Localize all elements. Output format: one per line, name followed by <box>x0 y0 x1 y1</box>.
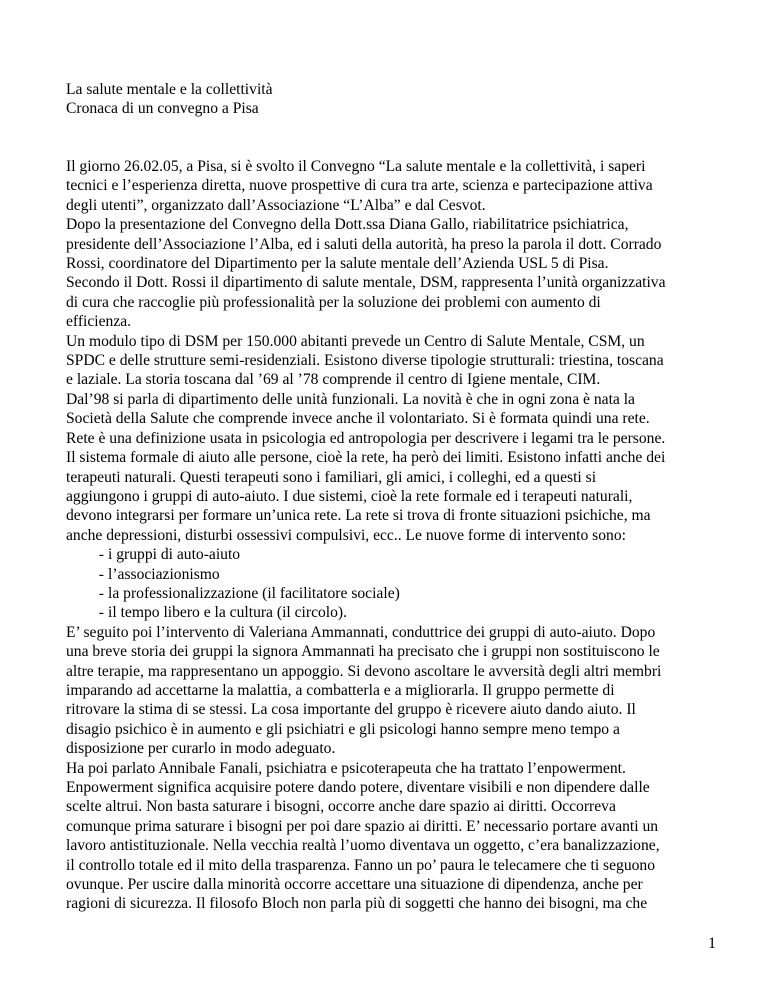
document-subtitle: Cronaca di un convegno a Pisa <box>66 100 259 118</box>
document-title: La salute mentale e la collettività <box>66 81 273 98</box>
list-dash: - <box>98 546 104 564</box>
text-line: ragioni di sicurezza. Il filosofo Bloch non parla più di soggetti che hanno dei bisogni, ma che <box>66 895 648 913</box>
text-line: Ha poi parlato Annibale Fanali, psichiatra e psicoterapeuta che ha trattato l’enpowerment. <box>66 759 626 777</box>
intervention-list <box>66 545 746 623</box>
text-line: Un modulo tipo di DSM per 150.000 abitanti prevede un Centro di Salute Mentale, CSM, un <box>66 332 645 350</box>
text-line: il controllo totale ed il mito della trasparenza. Fanno un po’ paura le telecamere che ti seguono <box>66 856 656 874</box>
list-item-text: l’associazionismo <box>108 565 220 583</box>
list-item <box>66 603 746 622</box>
text-line: Il giorno 26.02.05, a Pisa, si è svolto il Convegno “La salute mentale e la collettività, i saperi <box>66 158 646 175</box>
text-line: e laziale. La storia toscana dal ’69 al ’78 comprende il centro di Igiene mentale, CIM. <box>66 371 601 389</box>
list-item-text: il tempo libero e la cultura (il circolo). <box>108 604 348 622</box>
text-line: presidente dell’Associazione l’Alba, ed i saluti della autorità, ha preso la parola il dott. Corrado <box>66 235 662 253</box>
list-dash: - <box>98 565 104 583</box>
paragraph-block-before-list <box>66 157 746 545</box>
text-line: di cura che raccoglie più professionalità per la soluzione dei problemi con aumento di <box>66 293 601 311</box>
text-line: degli utenti”, organizzato dall’Associazione “L’Alba” e dal Cesvot. <box>66 196 486 214</box>
text-line: anche depressioni, disturbi ossessivi compulsivi, ecc.. Le nuove forme di intervento sono: <box>66 526 626 544</box>
text-line: Dal’98 si parla di dipartimento delle unità funzionali. La novità è che in ogni zona è nata la <box>66 390 635 408</box>
text-line: ritrovare la stima di se stessi. La cosa importante del gruppo è ricevere aiuto dando aiuto. Il <box>66 701 636 719</box>
list-item <box>66 565 746 584</box>
text-line: comunque prima saturare i bisogni per poi dare spazio ai diritti. E’ necessario portare avanti un <box>66 817 659 835</box>
text-line: Enpowerment significa acquisire potere dando potere, diventare visibili e non dipendere dalle <box>66 779 650 796</box>
text-line: tecnici e l’esperienza diretta, nuove prospettive di cura tra arte, scienza e partecipazione attiva <box>66 177 653 195</box>
text-line: Il sistema formale di aiuto alle persone, cioè la rete, ha però dei limiti. Esistono infatti anche dei <box>66 449 666 467</box>
text-line: lavoro antistituzionale. Nella vecchia realtà l’uomo diventava un oggetto, c’era banalizzazione, <box>66 837 660 855</box>
list-item-text: la professionalizzazione (il facilitatore sociale) <box>108 584 400 602</box>
text-line: SPDC e delle strutture semi-residenziali. Esistono diverse tipologie strutturali: triestina, toscana <box>66 352 664 370</box>
text-line: Dopo la presentazione del Convegno della Dott.ssa Diana Gallo, riabilitatrice psichiatrica, <box>66 216 629 234</box>
list-dash: - <box>98 604 104 622</box>
text-line: Secondo il Dott. Rossi il dipartimento di salute mentale, DSM, rappresenta l’unità organizzativa <box>66 274 666 292</box>
text-line: imparando ad accettarne la malattia, a combatterla e a migliorarla. Il gruppo permette di <box>66 681 615 699</box>
document-body <box>66 157 746 914</box>
list-item-text: i gruppi di auto-aiuto <box>108 546 241 564</box>
title-block <box>66 80 746 119</box>
text-line: Società della Salute che comprende invece anche il volontariato. Si è formata quindi una rete. <box>66 410 650 428</box>
list-item <box>66 545 746 564</box>
list-item <box>66 584 746 603</box>
paragraph-block-after-list <box>66 623 746 914</box>
text-line: devono integrarsi per formare un’unica rete. La rete si trova di fronte situazioni psichiche, ma <box>66 507 651 525</box>
text-line: disagio psichico è in aumento e gli psichiatri e gli psicologi hanno sempre meno tempo a <box>66 720 620 738</box>
text-line: disposizione per curarlo in modo adeguato. <box>66 740 336 758</box>
text-line: efficienza. <box>66 313 132 331</box>
text-line: E’ seguito poi l’intervento di Valeriana Ammannati, conduttrice dei gruppi di auto-aiuto. Dopo <box>66 623 656 641</box>
text-line: Rete è una definizione usata in psicologia ed antropologia per descrivere i legami tra le persone. <box>66 429 666 447</box>
text-line: una breve storia dei gruppi la signora Ammannati ha precisato che i gruppi non sostituiscono le <box>66 643 660 661</box>
text-line: scelte altrui. Non basta saturare i bisogni, occorre anche dare spazio ai diritti. Occorreva <box>66 798 616 816</box>
text-line: ovunque. Per uscire dalla minorità occorre accettare una situazione di dipendenza, anche per <box>66 876 643 894</box>
list-dash: - <box>98 584 104 602</box>
text-line: aggiungono i gruppi di auto-aiuto. I due sistemi, cioè la rete formale ed i terapeuti naturali, <box>66 487 633 505</box>
text-line: altre terapie, ma rappresentano un appoggio. Si devono ascoltare le avversità degli altri membri <box>66 662 662 680</box>
text-line: terapeuti naturali. Questi terapeuti sono i familiari, gli amici, i colleghi, ed a questi si <box>66 468 597 486</box>
page-number: 1 <box>708 935 716 952</box>
text-line: Rossi, coordinatore del Dipartimento per la salute mentale dell’Azienda USL 5 di Pisa. <box>66 255 609 273</box>
